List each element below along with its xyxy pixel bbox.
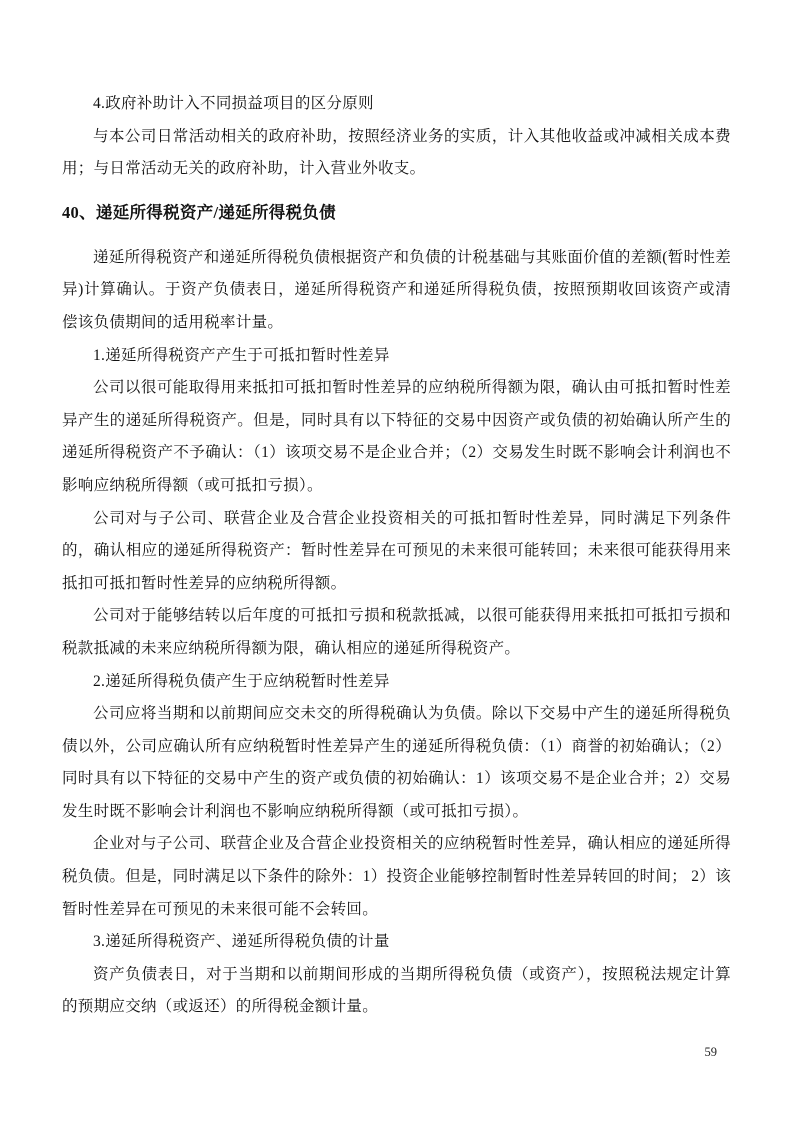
section-heading: 40、递延所得税资产/递延所得税负债	[62, 202, 336, 222]
subsection-title: 2.递延所得税负债产生于应纳税暂时性差异	[93, 672, 390, 690]
body-paragraph: 公司对与子公司、联营企业及合营企业投资相关的可抵扣暂时性差异，同时满足下列条件的，确认相应的递延所得税资产：暂时性差异在可预见的未来很可能转回；未来很可能获得用来抵扣可抵扣暂时性差异的应纳税所得额。	[62, 509, 731, 592]
page-number: 59	[704, 1045, 717, 1059]
body-paragraph: 与本公司日常活动相关的政府补助，按照经济业务的实质，计入其他收益或冲减相关成本费用；与日常活动无关的政府补助，计入营业外收支。	[62, 127, 731, 178]
subsection-title: 4.政府补助计入不同损益项目的区分原则	[93, 95, 374, 112]
body-paragraph: 公司应将当期和以前期间应交未交的所得税确认为负债。除以下交易中产生的递延所得税负债以外，公司应确认所有应纳税暂时性差异产生的递延所得税负债：（1）商誉的初始确认；（2）同时具有以下特征的交易中产生的资产或负债的初始确认：1）该项交易不是企业合并；2）交易发生时既不影响会计利润也不影响应纳税所得额（或可抵扣亏损）。	[62, 705, 731, 820]
body-paragraph: 企业对与子公司、联营企业及合营企业投资相关的应纳税暂时性差异，确认相应的递延所得税负债。但是，同时满足以下条件的除外：1）投资企业能够控制暂时性差异转回的时间； 2）该暂时性差异在可预见的未来很可能不会转回。	[62, 835, 731, 918]
subsection-title: 3.递延所得税资产、递延所得税负债的计量	[93, 933, 390, 951]
body-paragraph: 公司对于能够结转以后年度的可抵扣亏损和税款抵减，以很可能获得用来抵扣可抵扣亏损和税款抵减的未来应纳税所得额为限，确认相应的递延所得税资产。	[62, 607, 731, 657]
body-paragraph: 公司以很可能取得用来抵扣可抵扣暂时性差异的应纳税所得额为限，确认由可抵扣暂时性差异产生的递延所得税资产。但是，同时具有以下特征的交易中因资产或负债的初始确认所产生的递延所得税资产不予确认：（1）该项交易不是企业合并；（2）交易发生时既不影响会计利润也不影响应纳税所得额（或可抵扣亏损）。	[62, 379, 731, 494]
document-content	[62, 88, 731, 1024]
body-paragraph: 递延所得税资产和递延所得税负债根据资产和负债的计税基础与其账面价值的差额(暂时性差异)计算确认。于资产负债表日，递延所得税资产和递延所得税负债，按照预期收回该资产或清偿该负债期间的适用税率计量。	[62, 248, 731, 331]
subsection-title: 1.递延所得税资产产生于可抵扣暂时性差异	[93, 346, 390, 364]
body-paragraph: 资产负债表日，对于当期和以前期间形成的当期所得税负债（或资产），按照税法规定计算的预期应交纳（或返还）的所得税金额计量。	[62, 965, 731, 1016]
